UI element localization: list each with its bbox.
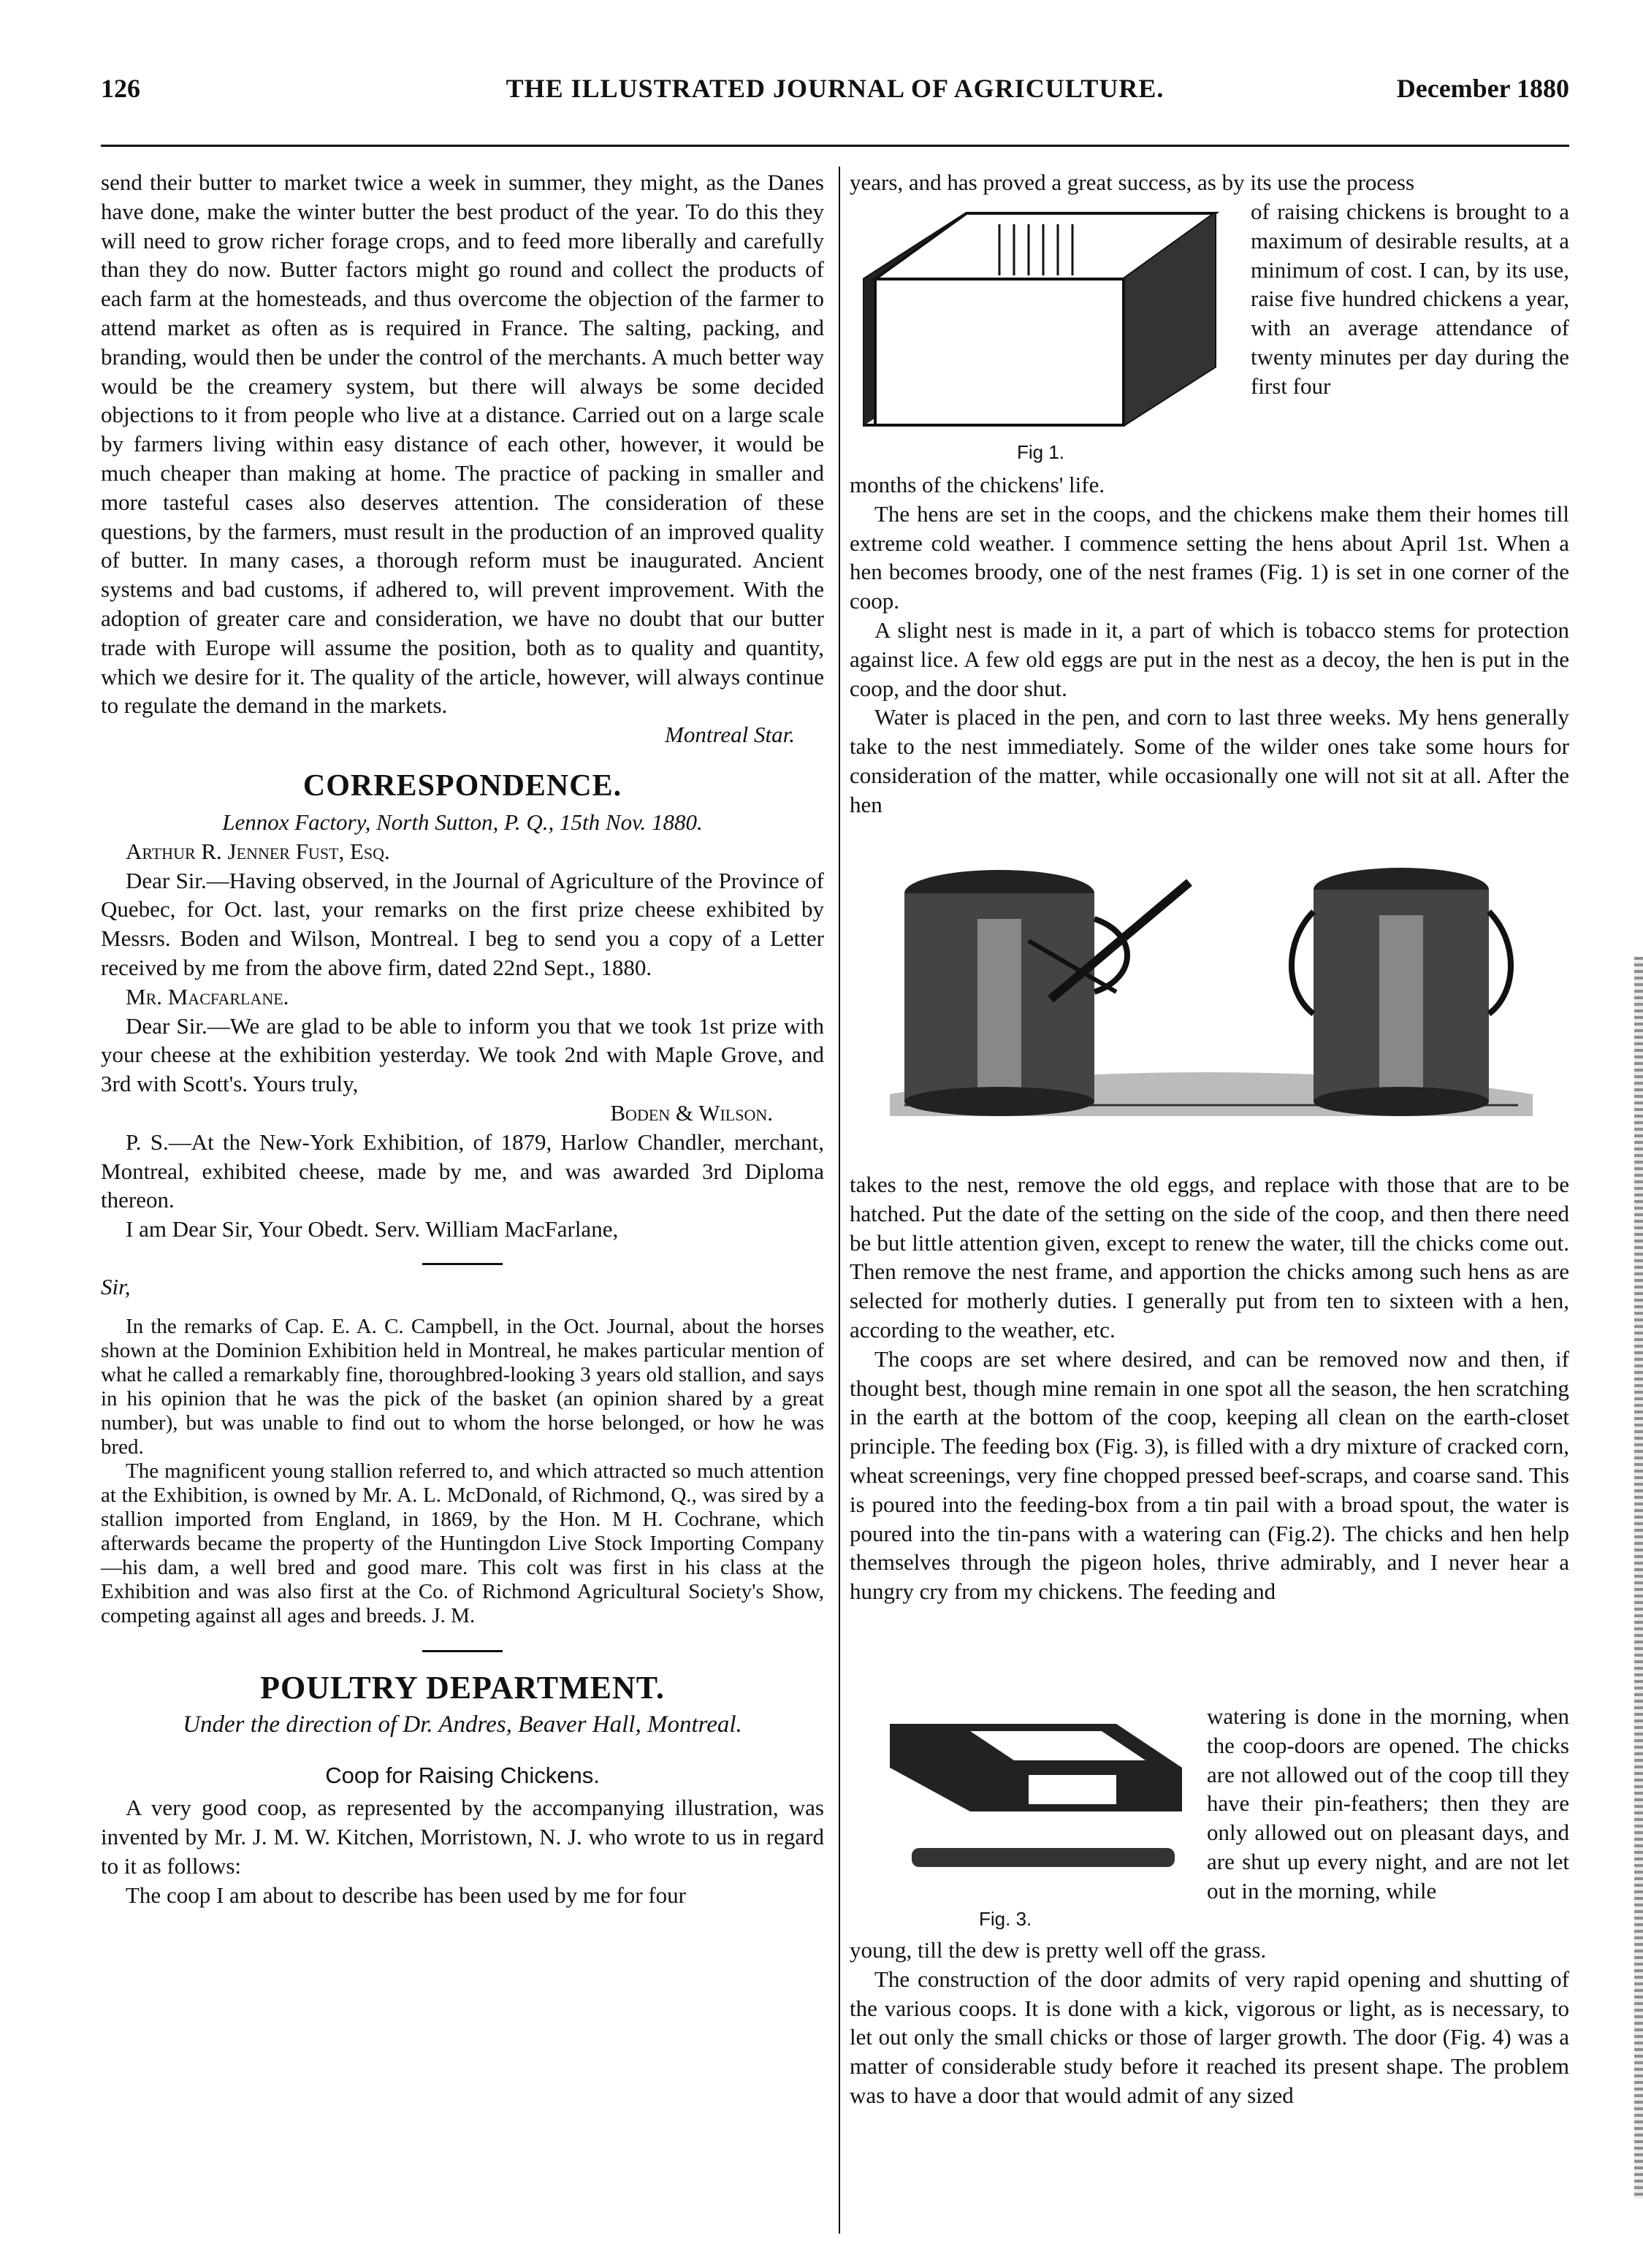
journal-title: THE ILLUSTRATED JOURNAL OF AGRICULTURE. [506,74,1164,103]
section-divider-2 [422,1650,503,1652]
right-column-bottom [850,1936,1569,2110]
letter-body: Dear Sir.—Having observed, in the Journal of Agriculture of the Province of Quebec, for Oct. last, your remarks on the first prize cheese exhibited by Messrs. Boden and Wilson, Montreal. I beg to send you a copy of a Letter received by me from the above firm, dated 22nd Sept., 1880. [101,867,824,980]
letter-addressee: Arthur R. Jenner Fust, Esq. [126,838,390,864]
running-head [101,73,1569,117]
page-edge-scan-artifact [1634,957,1643,2199]
fig3-wrap-paragraph: watering is done in the morning, when the coop-doors are opened. The chicks are not allowed out of the coop till they have their pin-feathers; then they are only allowed out on pleasant days, and are shut up every night, and are not let out in the morning, while [1207,1703,1569,1904]
inner-signature: Boden & Wilson. [610,1099,773,1126]
watering-cans-illustration [875,853,1547,1131]
young-line: young, till the dew is pretty well off the grass. [850,1937,1267,1963]
poultry-byline: Under the direction of Dr. Andres, Beaver Hall, Montreal. [183,1711,742,1738]
horse-paragraph-1: In the remarks of Cap. E. A. C. Campbell, in the Oct. Journal, about the horses shown at the Dominion Exhibition held in Montreal, he makes particular mention of what he called a remarkably fine, thoroughbred-looking 3 years old stallion, and says in his opinion that he was the pick of the basket (an opinion shared by a great number), but was unable to find out to whom the horse belonged, or how he was bred. [101,1314,824,1459]
takes-paragraph: takes to the nest, remove the old eggs, and replace with those that are to be hatched. Put the date of the setting on the side of the coop, and then there need be but little attention given, except to renew the water, till the chicks come out. Then remove the nest frame, and apportion the chicks among such hens as are selected for motherly duties. I generally put from ten to sixteen with a hen, according to the weather, etc. [850,1172,1569,1343]
feeding-box-illustration [883,1709,1189,1885]
fig3-wrap-text [1207,1702,1569,1906]
section-divider [422,1263,503,1265]
correspondence-heading: CORRESPONDENCE. [302,768,622,803]
coop-quote-start: The coop I am about to describe has been used by me for four [126,1882,686,1908]
butter-source: Montreal Star. [665,722,795,748]
right-column-mid [850,470,1569,820]
page-number: 126 [101,74,140,103]
poultry-heading: POULTRY DEPARTMENT. [260,1669,665,1706]
letter-closing: I am Dear Sir, Your Obedt. Serv. William MacFarlane, [126,1216,619,1242]
fig3-caption: Fig. 3. [979,1908,1032,1930]
horse-paragraph-2: The magnificent young stallion referred to, and which attracted so much attention at the Exhibition, is owned by Mr. A. L. McDonald, of Richmond, Q., was sired by a stallion imported from England, in 1869, by the Hon. M H. Cochrane, which afterwards became the property of the Huntingdon Live Stock Importing Company—his dam, a well bred and good mare. This colt was first in his class at the Exhibition and was also first at the Co. of Richmond Agricultural Society's Show, competing against all ages and breeds. J. M. [101,1459,824,1627]
column-rule [839,167,840,2234]
door-paragraph: The construction of the door admits of very rapid opening and shutting of the various coops. It is done with a kick, vigorous or light, as is necessary, to let out only the small chicks or those of larger growth. The door (Fig. 4) was a matter of considerable study before it reached its present shape. The problem was to have a door that would admit of any sized [850,1966,1569,2108]
inner-addressee: Mr. Macfarlane. [126,983,289,1009]
nest-frame-box-illustration [853,206,1233,432]
nest-paragraph: A slight nest is made in it, a part of which is tobacco stems for protection against lice. A few old eggs are put in the nest as a decoy, the hen is put in the coop, and the door shut. [850,616,1569,701]
left-column [101,168,824,1909]
coop-heading: Coop for Raising Chickens. [325,1763,600,1789]
issue-date: December 1880 [1396,74,1569,103]
coop-intro: A very good coop, as represented by the accompanying illustration, was invented by Mr. J. M. W. Kitchen, Morristown, N. J. who wrote to us in regard to it as follows: [101,1795,824,1879]
fig1-wrap-paragraph: of raising chickens is brought to a maximum of desirable results, at a minimum of cost. I can, by its use, raise five hundred chickens a year, with an average attendance of twenty minutes per day during the first four [1251,199,1569,399]
fig1-wrap-text [1251,197,1569,401]
butter-paragraph: send their butter to market twice a week in summer, they might, as the Danes have done, make the winter butter the best product of the year. To do this they will need to grow richer forage crops, and to feed more liberally and carefully than they do now. Butter factors might go round and collect the products of each farm at the homesteads, and thus overcome the objection of the farmer to attend market as often as is required in France. The salting, packing, and branding, would then be under the control of the merchants. A much better way would be the creamery system, but there will always be some decided objections to it from people who live at a distance. Carried out on a large scale by farmers living within easy distance of each other, however, it would be much cheaper than making at home. The practice of packing in smaller and more tasteful cases also deserves attention. The consideration of these questions, by the farmers, must result in the production of an improved quality of butter. In many cases, a thorough reform must be inaugurated. Ancient systems and bad customs, if adhered to, will prevent improvement. With the adoption of greater care and consideration, we have no doubt that our butter trade with Europe will assume the position, both as to quality and quantity, which we desire for it. The quality of the article, however, will always continue to regulate the demand in the markets. [101,169,824,719]
letter-dateline: Lennox Factory, North Sutton, P. Q., 15th Nov. 1880. [222,809,703,835]
coops-paragraph: The coops are set where desired, and can be removed now and then, if thought best, though mine remain in one spot all the season, the hen scratching in the earth at the bottom of the coop, keeping all clean on the earth-closet principle. The feeding box (Fig. 3), is filled with a dry mixture of cracked corn, wheat screenings, very fine chopped pressed beef-scraps, and coarse sand. This is poured into the feeding-box from a tin pail with a broad spout, the water is poured into the tin-pans with a watering can (Fig.2). The chicks and hen help themselves through the pigeon holes, thrive admirably, and I never hear a hungry cry from my chickens. The feeding and [850,1345,1569,1605]
hens-paragraph: The hens are set in the coops, and the chickens make them their homes till extreme cold weather. I commence setting the hens about April 1st. When a hen becomes broody, one of the nest frames (Fig. 1) is set in one corner of the coop. [850,500,1569,614]
sir-salutation: Sir, [101,1273,131,1299]
inner-letter-body: Dear Sir.—We are glad to be able to inform you that we took 1st prize with your cheese at the exhibition yesterday. We took 2nd with Maple Grove, and 3rd with Scott's. Yours truly, [101,1012,824,1097]
continuation-line: years, and has proved a great success, as by its use the process [850,169,1415,195]
header-rule [101,145,1569,147]
right-column-lower [850,1170,1569,1606]
right-column-top [850,168,1569,197]
postscript: P. S.—At the New-York Exhibition, of 1879, Harlow Chandler, merchant, Montreal, exhibited cheese, made by me, and was awarded 3rd Diploma thereon. [101,1129,824,1213]
water-paragraph: Water is placed in the pen, and corn to last three weeks. My hens generally take to the nest immediately. Some of the wilder ones take some hours for consideration of the matter, while occasionally one will not sit at all. After the hen [850,704,1569,817]
months-line: months of the chickens' life. [850,472,1105,497]
fig1-caption: Fig 1. [1017,441,1065,463]
